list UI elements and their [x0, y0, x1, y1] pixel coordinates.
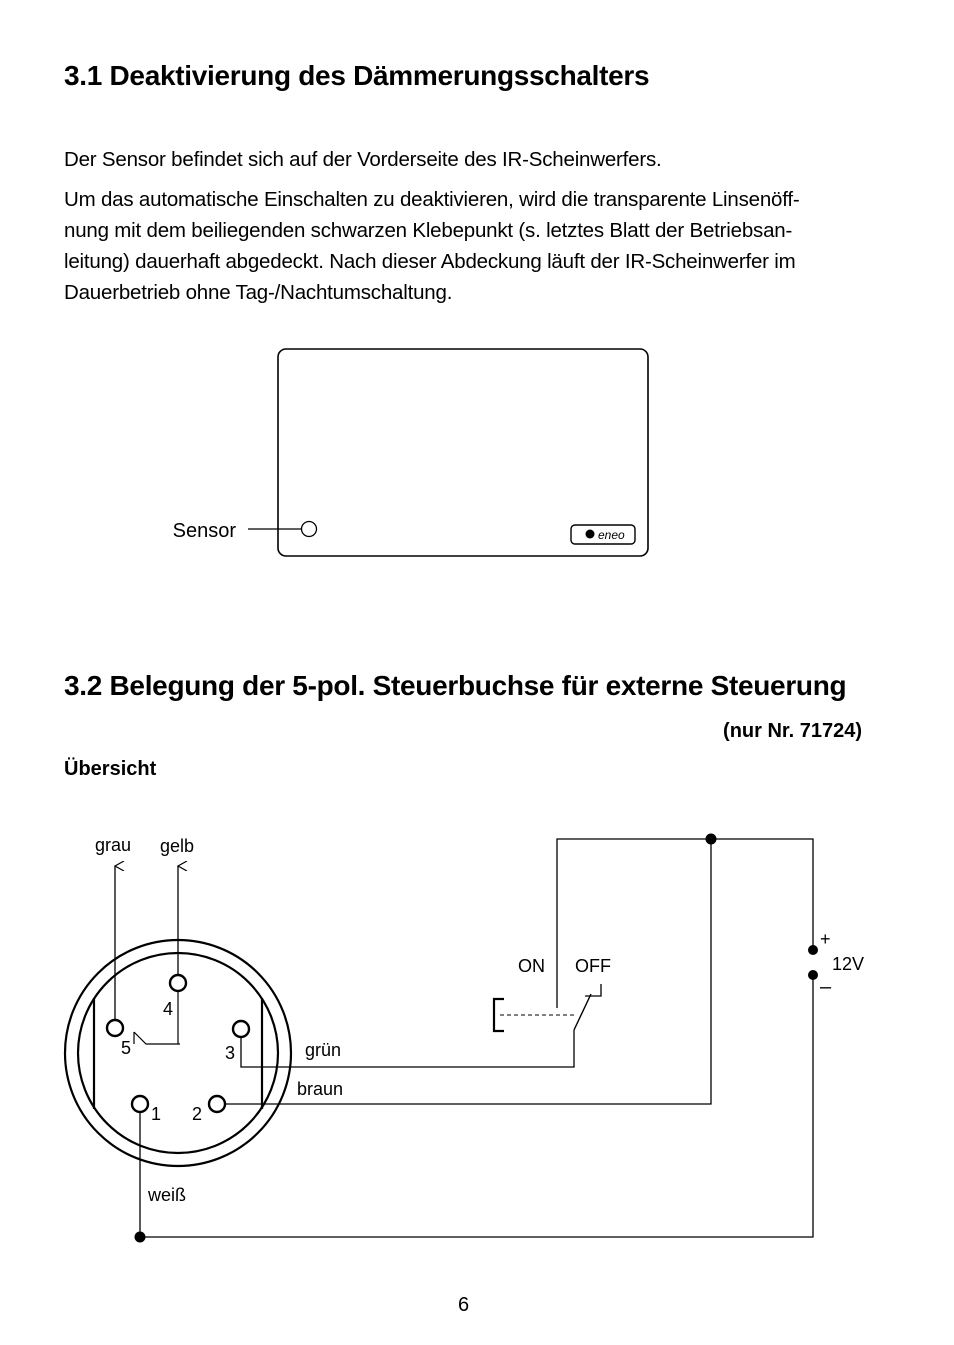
paragraph-line: leitung) dauerhaft abgedeckt. Nach dieser Abdeckung läuft der IR-Scheinwerfer im: [64, 250, 796, 273]
paragraph-line: nung mit dem beiliegenden schwarzen Klebepunkt (s. letztes Blatt der Betriebsan-: [64, 219, 793, 242]
pin-3-label: 3: [225, 1043, 236, 1063]
ground-return-wire: [140, 975, 813, 1237]
switch-blade: [574, 994, 591, 1030]
overview-subheading: Übersicht: [64, 758, 157, 780]
pin-1-contact: [132, 1096, 148, 1112]
switch-on-label: ON: [518, 956, 545, 976]
supply-minus-label: –: [820, 976, 832, 998]
pin-5-label: 5: [121, 1038, 132, 1058]
pin-2-label: 2: [192, 1104, 203, 1124]
pin-4-label: 4: [163, 999, 174, 1019]
pin-3-contact: [233, 1021, 249, 1037]
supply-voltage-label: 12V: [832, 954, 865, 974]
supply-minus-terminal: [808, 970, 818, 980]
switch-off-label: OFF: [575, 956, 611, 976]
supply-plus-terminal: [808, 945, 818, 955]
paragraph-line: Dauerbetrieb ohne Tag-/Nachtumschaltung.: [64, 281, 453, 304]
pin-2-contact: [209, 1096, 225, 1112]
section-3-2-heading: 3.2 Belegung der 5-pol. Steuerbuchse für externe Steuerung: [64, 670, 847, 701]
supply-node: [706, 834, 717, 845]
switch-off-contact: [585, 984, 601, 996]
sensor-label: Sensor: [172, 520, 236, 542]
gelb-label: gelb: [160, 836, 195, 856]
paragraph-line: Um das automatische Einschalten zu deaktivieren, wird die transparente Linsenöff-: [64, 188, 800, 211]
section-3-1-heading: 3.1 Deaktivierung des Dämmerungsschalters: [64, 60, 650, 91]
braun-wire: [225, 839, 711, 1104]
braun-label: braun: [297, 1079, 344, 1099]
gruen-label: grün: [305, 1040, 342, 1060]
pin-1-label: 1: [151, 1104, 162, 1124]
svg-text:eneo: eneo: [598, 528, 625, 542]
pin-4-contact: [170, 975, 186, 991]
pin-5-contact: [107, 1020, 123, 1036]
grau-label: grau: [95, 835, 132, 855]
weiss-label: weiß: [148, 1185, 187, 1205]
model-note: (nur Nr. 71724): [723, 720, 862, 742]
supply-plus-label: +: [820, 929, 831, 949]
sensor-location-paragraph: Der Sensor befindet sich auf der Vorderseite des IR-Scheinwerfers.: [64, 148, 662, 171]
internal-contact-symbol: [134, 1032, 180, 1044]
page-number: 6: [457, 1294, 470, 1316]
